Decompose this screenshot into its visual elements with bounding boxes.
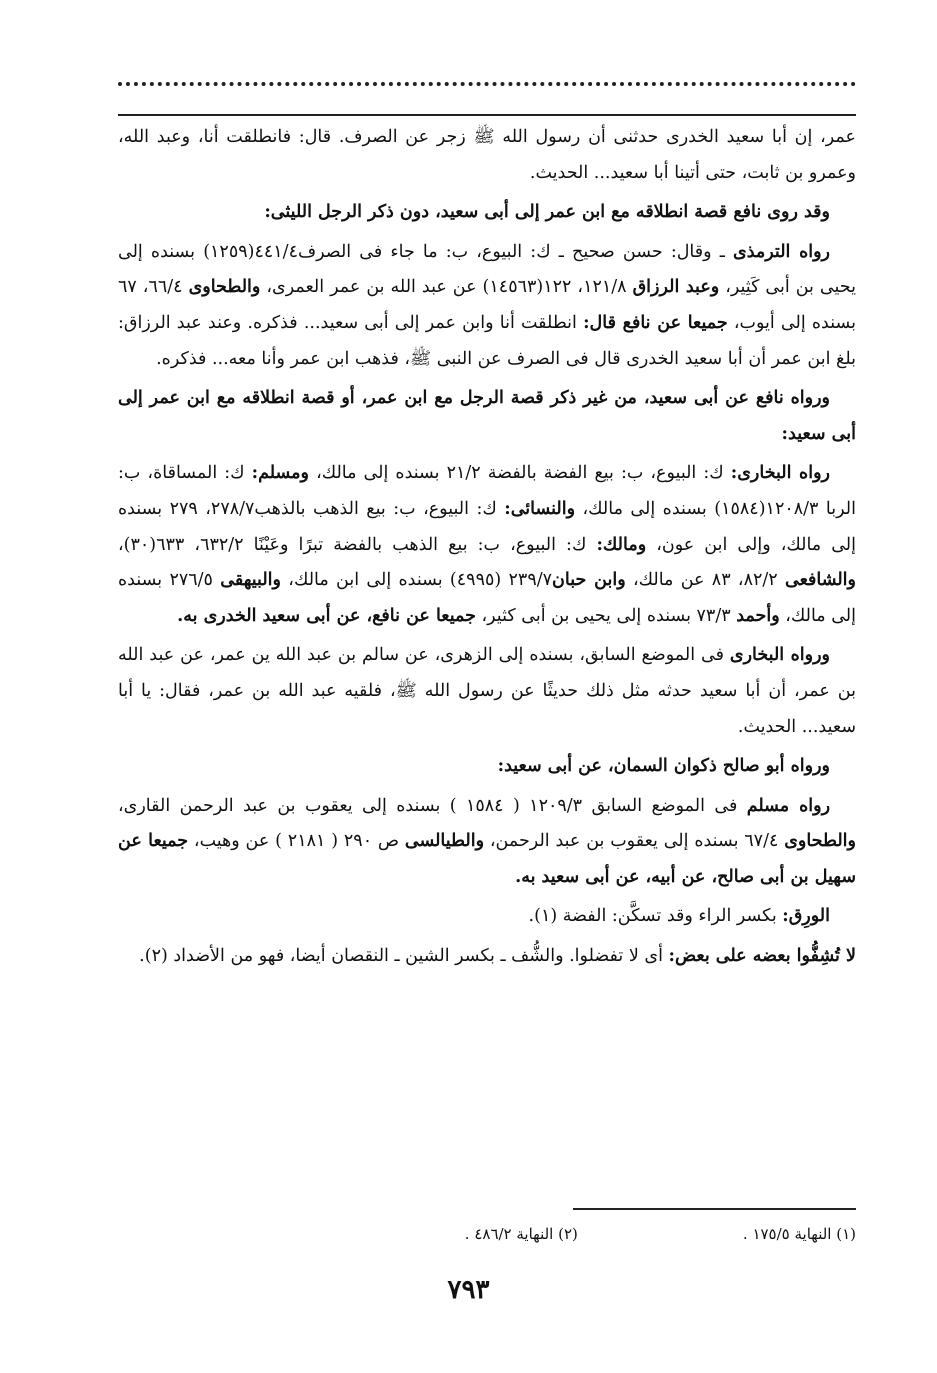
bold-source: ومالك: xyxy=(596,534,647,555)
bold-source: وأحمد xyxy=(736,605,780,626)
paragraph-bukhari-zuhri xyxy=(118,638,856,745)
bold-source: وابن حبان xyxy=(552,570,626,591)
bold-source: رواه البخارى: xyxy=(730,463,830,484)
paragraph-bukhari xyxy=(118,456,856,634)
text-span: ٦٧/٤ بسنده إلى يعقوب بن عبد الرحمن، xyxy=(484,831,785,852)
paragraph-muslim xyxy=(118,789,856,896)
text-span: ٧٣/٣ بسنده إلى يحيى بن أبى كثير، xyxy=(475,605,737,626)
section-heading-abu-salih: ورواه أبو صالح ذكوان السمان، عن أبى سعيد: xyxy=(497,756,830,777)
section-heading-nafi-story: وقد روى نافع قصة انطلاقه مع ابن عمر إلى أبى سعيد، دون ذكر الرجل الليثى: xyxy=(264,202,830,223)
text-span: ك: البيوع، ب: بيع الذهب بالفضة تبرًا وعَيْنًا ٦٣٢/٢، ٦٣٣(٣٠)، xyxy=(118,534,597,555)
footnote-2: (٢) النهاية ٤٨٦/٢ . xyxy=(464,1225,578,1243)
paragraph-tirmidhi xyxy=(118,235,856,377)
footnote-1: (١) النهاية ١٧٥/٥ . xyxy=(742,1225,856,1243)
bold-term: لا تُشِفُّوا بعضه على بعض: xyxy=(668,946,856,967)
bold-source: وعبد الرزاق xyxy=(632,277,720,298)
text-span: بكسر الراء وقد تسكَّن: الفضة (١). xyxy=(528,906,783,927)
bold-source: والطحاوى xyxy=(784,831,856,852)
text-span: ص ٢٩٠ ( ٢١٨١ ) عن وهيب، xyxy=(188,831,405,852)
bold-source: رواه الترمذى xyxy=(733,241,830,262)
bold-source: رواه مسلم xyxy=(746,795,831,816)
bold-source: ومسلم: xyxy=(251,463,309,484)
text-span: أى لا تفضلوا. والشُّف ـ بكسر الشين ـ النقصان أيضا، فهو من الأضداد (٢). xyxy=(139,946,669,967)
paragraph-continuation: عمر، إن أبا سعيد الخدرى حدثنى أن رسول الله ﷺ زجر عن الصرف. قال: فانطلقت أنا، وعبد الله، وعمرو بن ثابت، حتى أتينا أبا سعيد... الحديث. xyxy=(118,127,856,183)
gloss-wariq xyxy=(118,899,856,935)
bold-term: الورِق: xyxy=(782,906,830,927)
text-span: ١٢١/٨، ١٢٢(١٤٥٦٣) عن عبد الله بن عمر العمرى، xyxy=(260,277,633,298)
page-number: ٧٩٣ xyxy=(447,1275,490,1305)
text-span: انطلقت أنا وابن عمر إلى أبى سعيد... فذكره. وعند عبد الرزاق: بلغ ابن عمر أن أبا سعيد الخدرى قال فى الصرف عن النبى ﷺ، فذهب ابن عمر وأنا معه... فذكره. xyxy=(118,312,856,369)
bold-source: والطحاوى xyxy=(188,277,261,298)
section-heading-nafi-abu-said: ورواه نافع عن أبى سعيد، من غير ذكر قصة الرجل مع ابن عمر، أو قصة انطلاقه مع ابن عمر إلى أبى سعيد: xyxy=(118,388,856,444)
text-span: ٢٣٩/٧ (٤٩٩٥) بسنده إلى ابن مالك، xyxy=(280,570,553,591)
main-text xyxy=(118,120,856,979)
text-span: فى الموضع السابق، بسنده إلى الزهرى، عن سالم بن عبد الله ين عمر، عن عبد الله بن عمر، أن أبا سعيد حدثه مثل ذلك حديثًا عن رسول الله ﷺ، فلقيه عبد الله بن عمر، فقال: يا أبا سعيد... الحديث. xyxy=(118,645,856,737)
bold-source: والنسائى: xyxy=(504,498,576,519)
bold-source: جميعا عن نافع قال: xyxy=(583,312,728,333)
header-rule xyxy=(118,114,856,116)
text-span: فى الموضع السابق ١٢٠٩/٣ ( ١٥٨٤ ) بسنده إلى يعقوب بن عبد الرحمن القارى، xyxy=(118,795,747,816)
gloss-tushiffu xyxy=(118,939,856,975)
bold-source: والطيالسى xyxy=(404,831,485,852)
bold-source: والبيهقى xyxy=(220,570,281,591)
dotted-separator xyxy=(118,82,856,86)
text-span: ـ وقال: حسن صحيح ـ ك: البيوع، ب: ما جاء فى الصرف٤٤١/٤(١٢٥٩) بسنده إلى يحيى بن أبى كَثِير، xyxy=(118,241,856,298)
bold-source: جميعا عن نافع، عن أبى سعيد الخدرى به. xyxy=(177,605,476,626)
text-span: ٦٦/٤، ٦٧ بسنده إلى أيوب، xyxy=(118,277,856,333)
footnotes xyxy=(118,1222,856,1246)
footnote-rule xyxy=(573,1208,856,1210)
bold-source: جميعا عن سهيل بن أبى صالح، عن أبيه، عن أبى سعيد به. xyxy=(118,831,856,887)
text-span: ٢٧٦/٥ بسنده إلى مالك، xyxy=(118,570,856,626)
text-span: ك: البيوع، ب: بيع الفضة بالفضة ٢١/٢ بسنده إلى مالك، xyxy=(309,463,731,484)
text-span: ك: البيوع، ب: بيع الذهب بالذهب٢٧٨/٧، ٢٧٩ بسنده إلى مالك، وإلى ابن عون، xyxy=(118,498,856,555)
bold-source: والشافعى xyxy=(785,570,856,591)
text-span: ٨٢/٢، ٨٣ عن مالك، xyxy=(625,570,786,591)
text-span: ك: المساقاة، ب: الربا ١٢٠٨/٣(١٥٨٤) بسنده إلى مالك، xyxy=(118,463,856,519)
bold-source: ورواه البخارى xyxy=(729,645,831,666)
